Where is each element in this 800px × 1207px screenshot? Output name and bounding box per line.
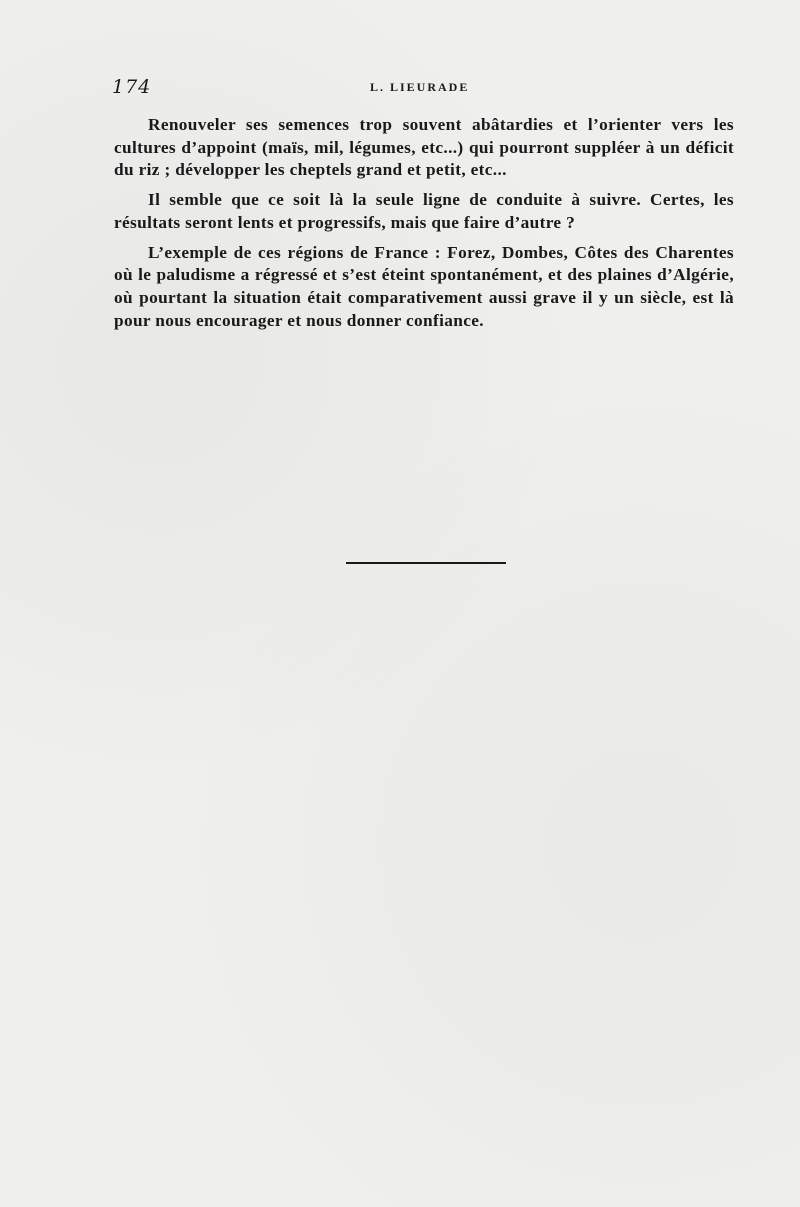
page-number: 174 (112, 76, 152, 98)
paragraph: L’exemple de ces régions de France : Forez, Dombes, Côtes des Charentes où le paludisme a régressé et s’est éteint spontanément, et des plaines d’Algérie, où pourtant la situation était comparativement aussi grave il y un siècle, est là pour nous encourager et nous donner confiance. (114, 242, 734, 330)
paragraph: Il semble que ce soit là la seule ligne de conduite à suivre. Certes, les résultats seront lents et progressifs, mais que faire d’autre ? (114, 190, 734, 232)
paragraph: Renouveler ses semences trop souvent abâtardies et l’orienter vers les cultures d’appoint (maïs, mil, légumes, etc...) qui pourront suppléer à un déficit du riz ; développer les cheptels grand et petit, etc... (114, 115, 734, 180)
body-text (114, 114, 734, 339)
running-head (112, 76, 736, 100)
section-end-rule (346, 562, 506, 564)
running-head-author: L. LIEURADE (370, 80, 470, 94)
